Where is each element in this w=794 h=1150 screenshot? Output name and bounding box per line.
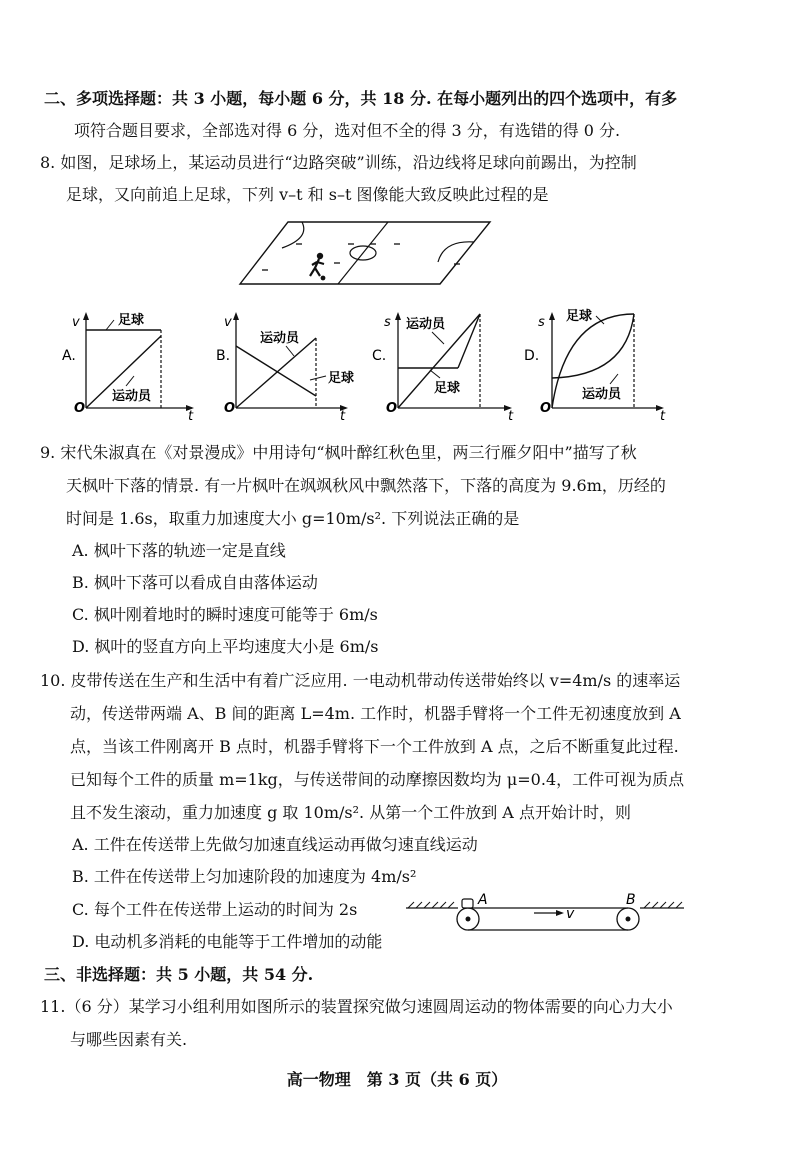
q10-option-a: A. 工件在传送带上先做匀加速直线运动再做匀速直线运动	[72, 835, 478, 854]
q8-stem-line1: 8. 如图，足球场上，某运动员进行“边路突破”训练，沿边线将足球向前踢出，为控制	[40, 153, 637, 172]
q10-stem-line1: 10. 皮带传送在生产和生活中有着广泛应用. 一电动机带动传送带始终以 v=4m/s 的速率运	[40, 671, 681, 690]
graph-a-runner-label: 运动员	[112, 389, 152, 404]
graph-d-s-label: s	[538, 315, 545, 330]
graph-a	[60, 306, 200, 424]
graph-a-t-label: t	[188, 409, 194, 424]
section2-instructions: 项符合题目要求，全部选对得 6 分，选对但不全的得 3 分，有选错的得 0 分.	[74, 121, 621, 140]
graph-b-letter: B.	[216, 348, 231, 364]
q9-option-c: C. 枫叶刚着地时的瞬时速度可能等于 6m/s	[72, 605, 378, 624]
q10-stem-line3: 点，当该工件刚离开 B 点时，机器手臂将下一个工件放到 A 点，之后不断重复此过程.	[70, 737, 679, 756]
graph-c-s-label: s	[384, 315, 391, 330]
graph-d-letter: D.	[524, 348, 540, 364]
q10-option-d: D. 电动机多消耗的电能等于工件增加的动能	[72, 932, 383, 951]
graph-a-letter: A.	[62, 348, 76, 364]
graph-d	[522, 306, 672, 424]
graph-d-ball-label: 足球	[566, 309, 593, 324]
page-footer: 高一物理 第 3 页（共 6 页）	[286, 1070, 508, 1089]
graph-b-origin: O	[224, 401, 236, 416]
graph-c-letter: C.	[372, 348, 387, 364]
graph-d-runner-label: 运动员	[582, 387, 622, 402]
q11-stem-line2: 与哪些因素有关.	[70, 1030, 188, 1049]
graph-a-origin: O	[74, 401, 86, 416]
graph-b	[212, 306, 362, 424]
belt-velocity-label: v	[566, 906, 575, 922]
graph-b-v-label: v	[224, 315, 232, 330]
graph-b-ball-label: 足球	[328, 371, 355, 386]
q9-option-d: D. 枫叶的竖直方向上平均速度大小是 6m/s	[72, 637, 379, 656]
section2-heading: 二、多项选择题：共 3 小题，每小题 6 分，共 18 分. 在每小题列出的四个选项中，有多	[44, 89, 678, 108]
q9-stem-line1: 9. 宋代朱淑真在《对景漫成》中用诗句“枫叶醉红秋色里，两三行雁夕阳中”描写了秋	[40, 443, 637, 462]
graph-c-origin: O	[386, 401, 398, 416]
graph-d-t-label: t	[660, 409, 666, 424]
conveyor-belt-figure	[406, 894, 686, 934]
q10-stem-line5: 且不发生滚动，重力加速度 g 取 10m/s². 从第一个工件放到 A 点开始计时，则	[70, 803, 631, 822]
graph-c-ball-label: 足球	[434, 381, 461, 396]
point-b-label: B	[626, 892, 636, 908]
graph-b-runner-label: 运动员	[260, 331, 300, 346]
graph-c	[370, 306, 520, 424]
q10-stem-line4: 已知每个工件的质量 m=1kg，与传送带间的动摩擦因数均为 μ=0.4，工件可视为质点	[70, 770, 685, 789]
q10-stem-line2: 动，传送带两端 A、B 间的距离 L=4m. 工作时，机器手臂将一个工件无初速度放到 A	[70, 704, 681, 723]
graph-c-runner-label: 运动员	[406, 317, 446, 332]
q9-stem-line2: 天枫叶下落的情景. 有一片枫叶在飒飒秋风中飘然落下，下落的高度为 9.6m，历经的	[66, 476, 666, 495]
graph-a-v-label: v	[72, 315, 80, 330]
football-field-figure	[238, 218, 494, 290]
q8-stem-line2: 足球，又向前追上足球，下列 v–t 和 s–t 图像能大致反映此过程的是	[66, 185, 549, 204]
point-a-label: A	[478, 892, 488, 908]
graph-c-t-label: t	[508, 409, 514, 424]
q9-option-a: A. 枫叶下落的轨迹一定是直线	[72, 541, 286, 560]
section3-heading: 三、非选择题：共 5 小题，共 54 分.	[44, 965, 314, 984]
q9-stem-line3: 时间是 1.6s，取重力加速度大小 g=10m/s². 下列说法正确的是	[66, 509, 520, 528]
graph-b-t-label: t	[340, 409, 346, 424]
q10-option-c: C. 每个工件在传送带上运动的时间为 2s	[72, 900, 358, 919]
graph-a-ball-label: 足球	[118, 313, 145, 328]
q9-option-b: B. 枫叶下落可以看成自由落体运动	[72, 573, 318, 592]
q11-stem-line1: 11.（6 分）某学习小组利用如图所示的装置探究做匀速圆周运动的物体需要的向心力大小	[40, 997, 673, 1016]
q10-option-b: B. 工件在传送带上匀加速阶段的加速度为 4m/s²	[72, 867, 417, 886]
graph-d-origin: O	[540, 401, 552, 416]
